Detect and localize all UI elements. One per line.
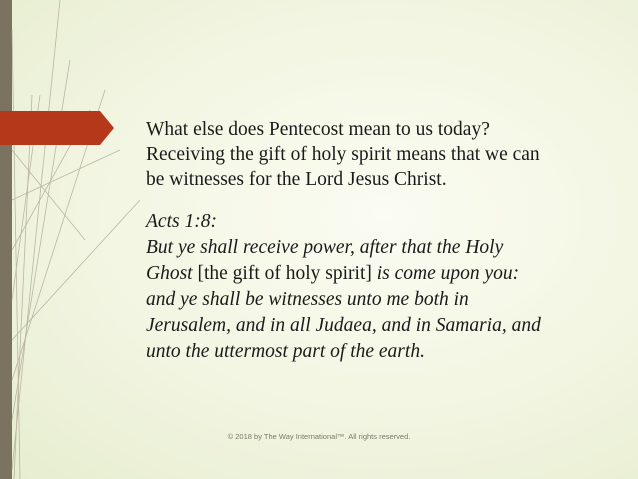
scripture-line-5: unto the uttermost part of the earth. [146, 341, 425, 362]
scripture-line-2-start: Ghost [146, 263, 193, 284]
scripture-line-2-end: is come upon you: [376, 263, 520, 284]
red-arrow-accent [0, 109, 115, 147]
slide-body [146, 117, 606, 365]
decorative-lines [0, 0, 140, 479]
scripture-line-3: and ye shall be witnesses unto me both in [146, 289, 469, 310]
scripture-reference: Acts 1:8: [146, 211, 217, 232]
scripture-bracket-note: [the gift of holy spirit] [192, 263, 377, 284]
scripture-line-4: Jerusalem, and in all Judaea, and in Samaria, and [146, 315, 541, 336]
question-line-3: be witnesses for the Lord Jesus Christ. [146, 169, 447, 190]
copyright-footer: © 2018 by The Way International™. All rights reserved. [227, 432, 411, 441]
question-line-2: Receiving the gift of holy spirit means that we can [146, 144, 540, 165]
question-paragraph [146, 117, 606, 192]
scripture-line-1: But ye shall receive power, after that the Holy [146, 237, 504, 258]
scripture-paragraph [146, 209, 606, 365]
question-line-1: What else does Pentecost mean to us today? [146, 119, 490, 140]
